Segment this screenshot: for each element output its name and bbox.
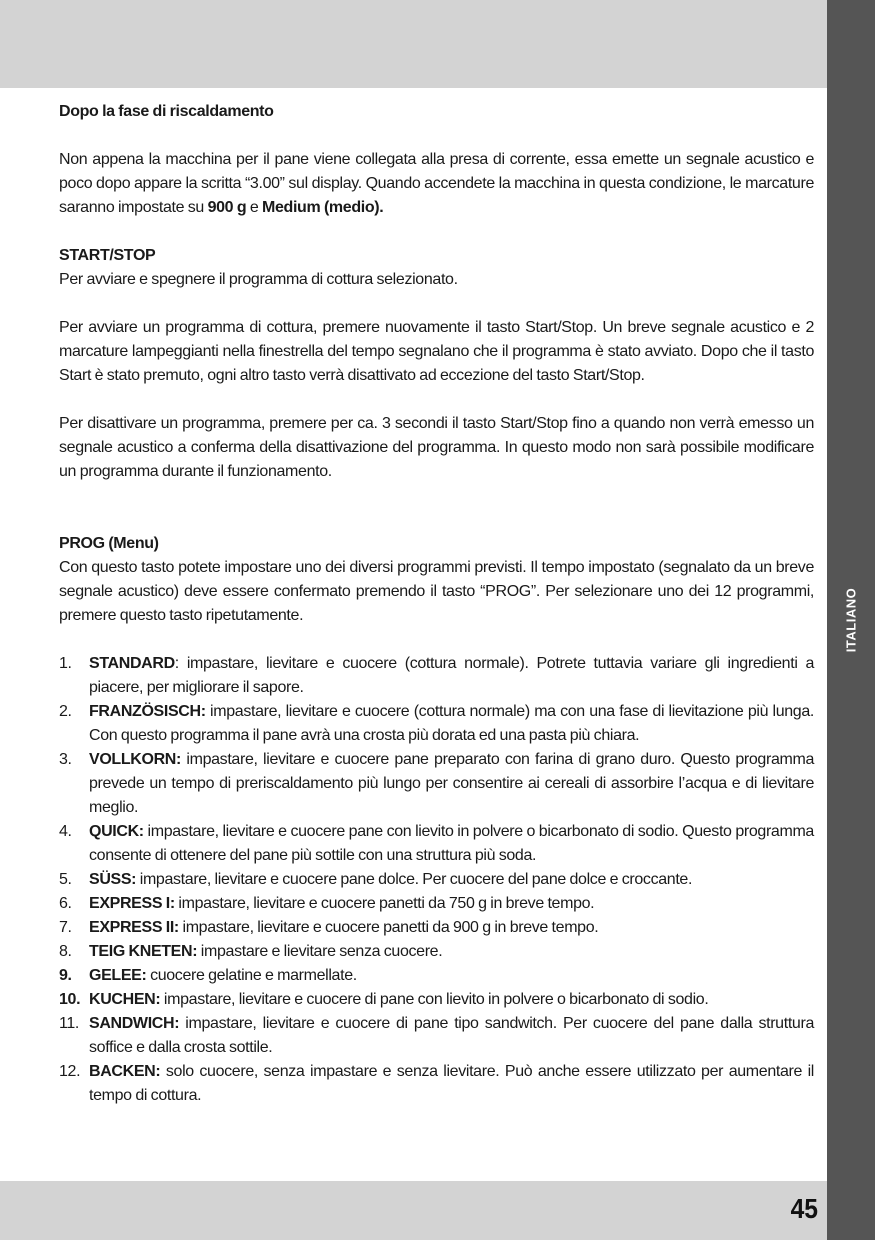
list-item: 3. VOLLKORN: impastare, lievitare e cuocere pane preparato con farina di grano duro. Questo programma prevede un tempo di preriscaldamento più lungo per consentire ai cereali di assorbire l’acqua e di lievitare meglio. — [59, 751, 814, 816]
list-item: 7. EXPRESS II: impastare, lievitare e cuocere panetti da 900 g in breve tempo. — [59, 919, 599, 936]
list-item: 11. SANDWICH: impastare, lievitare e cuocere di pane tipo sandwitch. Per cuocere del pane dalla struttura soffice e dalla crosta sottile. — [59, 1015, 814, 1056]
start-stop-paragraph-2: Per disattivare un programma, premere per ca. 3 secondi il tasto Start/Stop fino a quando non verrà emesso un segnale acustico a conferma della disattivazione del programma. In questo modo non sarà possibile modificare un programma durante il funzionamento. — [59, 415, 814, 480]
program-list — [59, 652, 814, 1108]
start-stop-intro: Per avviare e spegnere il programma di cottura selezionato. — [59, 271, 458, 288]
page-number: 45 — [790, 1193, 818, 1224]
list-item: 5. SÜSS: impastare, lievitare e cuocere pane dolce. Per cuocere del pane dolce e croccante. — [59, 871, 693, 888]
list-item: 1. STANDARD: impastare, lievitare e cuocere (cottura normale). Potrete tuttavia variare gli ingredienti a piacere, per migliorare il sapore. — [59, 655, 814, 696]
language-label: ITALIANO — [843, 587, 859, 653]
list-item: 2. FRANZÖSISCH: impastare, lievitare e cuocere (cottura normale) ma con una fase di lievitazione più lunga. Con questo programma il pane avrà una crosta più dorata ed una pasta più chiara. — [59, 703, 814, 744]
list-item: 4. QUICK: impastare, lievitare e cuocere pane con lievito in polvere o bicarbonato di sodio. Questo programma consente di ottenere del pane più sottile con una struttura più soda. — [59, 823, 814, 864]
list-item: 6. EXPRESS I: impastare, lievitare e cuocere panetti da 750 g in breve tempo. — [59, 895, 595, 912]
list-item: 8. TEIG KNETEN: impastare e lievitare senza cuocere. — [59, 943, 443, 960]
list-item: 9. GELEE: cuocere gelatine e marmellate. — [59, 967, 357, 984]
heading-after-heating: Dopo la fase di riscaldamento — [59, 103, 274, 120]
list-item: 10. KUCHEN: impastare, lievitare e cuocere di pane con lievito in polvere o bicarbonato di sodio. — [59, 991, 709, 1008]
start-stop-paragraph-1: Per avviare un programma di cottura, premere nuovamente il tasto Start/Stop. Un breve segnale acustico e 2 marcature lampeggianti nella finestrella del tempo segnalano che il programma è stato avviato. Dopo che il tasto Start è stato premuto, ogni altro tasto verrà disattivato ad eccezione del tasto Start/Stop. — [59, 319, 814, 384]
heading-prog-menu: PROG (Menu) — [59, 535, 159, 552]
prog-intro: Con questo tasto potete impostare uno dei diversi programmi previsti. Il tempo impostato (segnalato da un breve segnale acustico) deve essere confermato premendo il tasto “PROG”. Per selezionare uno dei 12 programmi, premere questo tasto ripetutamente. — [59, 559, 814, 624]
heading-start-stop: START/STOP — [59, 247, 156, 264]
heating-paragraph: Non appena la macchina per il pane viene collegata alla presa di corrente, essa emette un segnale acustico e poco dopo appare la scritta “3.00” sul display. Quando accendete la macchina in questa condizione, le marcature saranno impostate su 900 g e Medium (medio). — [59, 151, 814, 216]
list-item: 12. BACKEN: solo cuocere, senza impastare e senza lievitare. Può anche essere utilizzato per aumentare il tempo di cottura. — [59, 1063, 814, 1104]
header-band — [0, 0, 827, 88]
page-content — [59, 100, 814, 1108]
footer-band — [0, 1181, 827, 1240]
